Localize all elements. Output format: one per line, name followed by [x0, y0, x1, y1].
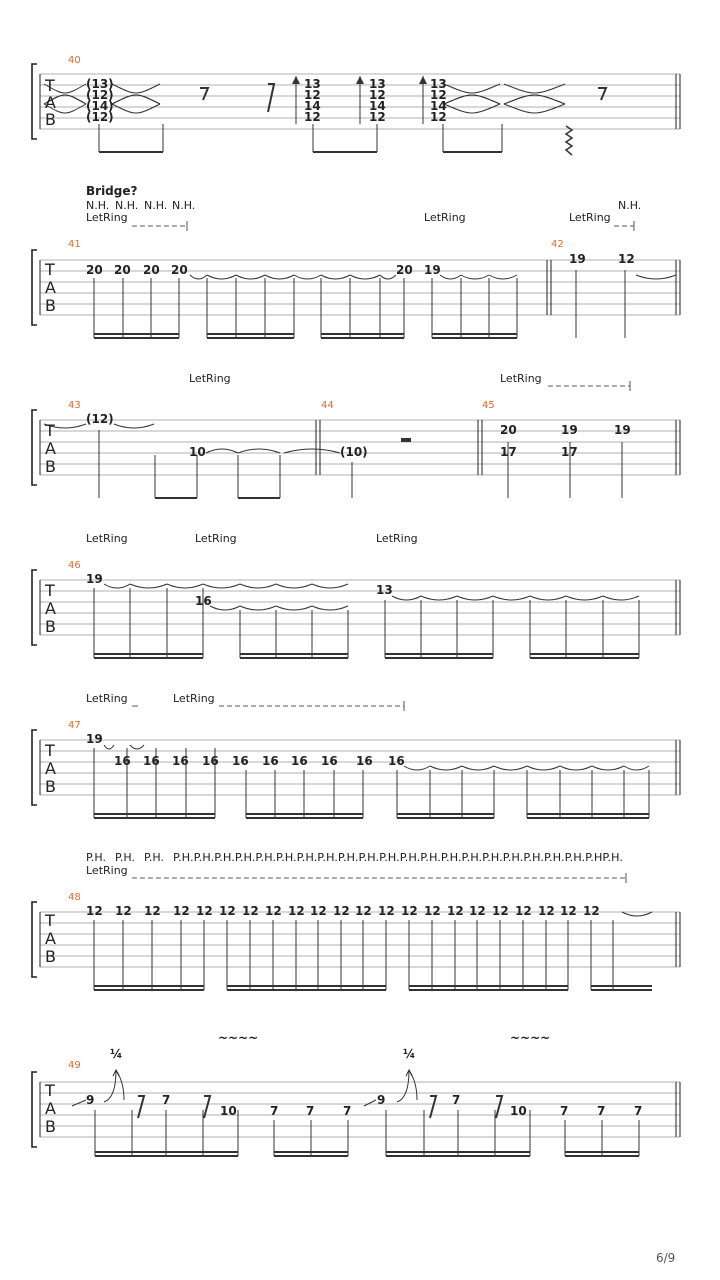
tie-arc	[104, 745, 114, 749]
fret-number: 12	[369, 88, 386, 102]
beam	[527, 813, 649, 815]
beam	[591, 989, 652, 991]
fret-number: 16	[172, 754, 189, 768]
tie-arc	[603, 596, 639, 600]
annotation-nh: N.H.	[115, 199, 139, 212]
tab-label-t: T	[45, 581, 55, 600]
beam	[94, 813, 215, 815]
tab-label-t: T	[45, 1081, 55, 1100]
beam	[409, 985, 568, 987]
system-bracket	[32, 250, 37, 325]
fret-number: 12	[430, 88, 447, 102]
beam	[227, 985, 386, 987]
fret-number: 12	[144, 904, 161, 918]
fret-number: 12	[560, 904, 577, 918]
tab-label-a: A	[45, 278, 56, 297]
annotation-letring: LetRing	[376, 532, 418, 545]
tab-label-t: T	[45, 741, 55, 760]
bend-quarter-label: ¼	[110, 1047, 123, 1061]
fret-number: 12	[583, 904, 600, 918]
tie-arc	[276, 584, 312, 588]
bend-curve	[444, 104, 500, 113]
tie-arc	[114, 424, 154, 428]
tie-arc	[622, 912, 652, 916]
tie-arc	[392, 596, 421, 600]
fret-number: 16	[291, 754, 308, 768]
tab-label-a: A	[45, 929, 56, 948]
beam	[313, 151, 377, 153]
rest-icon	[598, 88, 606, 100]
fret-number: 12	[447, 904, 464, 918]
fret-number: (10)	[340, 445, 368, 459]
fret-number: 16	[202, 754, 219, 768]
fret-number: 19	[86, 732, 103, 746]
tie-arc	[284, 449, 340, 453]
tie-arc	[566, 596, 603, 600]
annotation-nh: N.H.	[144, 199, 168, 212]
vibrato-mark: ~~~~	[218, 1031, 259, 1045]
annotation-nh: N.H.	[618, 199, 642, 212]
beam	[94, 817, 215, 819]
beam	[94, 653, 203, 655]
system-bracket	[32, 902, 37, 977]
bar-number-48: 48	[68, 892, 81, 903]
beam	[94, 333, 179, 335]
slide-line	[72, 1100, 86, 1106]
system-bracket	[32, 1072, 37, 1147]
tie-arc	[530, 596, 566, 600]
fret-number: 14	[304, 99, 321, 113]
fret-number: 12	[115, 904, 132, 918]
beam	[94, 657, 203, 659]
fret-number: 12	[219, 904, 236, 918]
fret-number: 7	[560, 1104, 569, 1118]
system-bracket	[32, 570, 37, 645]
tie-arc	[312, 606, 348, 610]
tie-arc	[294, 275, 321, 279]
tie-arc	[380, 275, 396, 279]
beam	[397, 813, 494, 815]
beam	[227, 989, 386, 991]
tab-label-t: T	[45, 911, 55, 930]
beam	[432, 337, 517, 339]
tie-arc	[494, 766, 527, 770]
fret-number: 17	[561, 445, 578, 459]
beam	[207, 333, 294, 335]
system-bracket	[32, 410, 37, 485]
bar-number-44: 44	[321, 400, 334, 411]
tie-arc	[493, 596, 530, 600]
fret-number: 12	[378, 904, 395, 918]
fret-number: 16	[114, 754, 131, 768]
tie-arc	[210, 606, 240, 610]
beam	[240, 657, 348, 659]
bar-number-40: 40	[68, 55, 81, 66]
tie-arc	[190, 275, 207, 279]
fret-number: 16	[321, 754, 338, 768]
annotation-letring: LetRing	[173, 692, 215, 705]
tab-label-b: B	[45, 296, 56, 315]
tie-arc	[489, 275, 517, 279]
fret-number: 20	[500, 423, 517, 437]
beam	[94, 337, 179, 339]
tab-label-a: A	[45, 1099, 56, 1118]
tie-arc	[206, 449, 238, 453]
beam	[530, 653, 639, 655]
arrow-up-icon	[292, 76, 300, 84]
annotation-letring: LetRing	[569, 211, 611, 224]
tab-label-t: T	[45, 76, 55, 95]
tie-arc	[560, 766, 592, 770]
tie-arc	[167, 584, 203, 588]
beam	[565, 1155, 639, 1157]
bar-number-45: 45	[482, 400, 495, 411]
fret-number: (13)	[86, 77, 114, 91]
bar-number-47: 47	[68, 720, 81, 731]
fret-number: 9	[377, 1093, 386, 1107]
fret-number: 12	[304, 88, 321, 102]
beam	[321, 337, 404, 339]
beam	[432, 333, 517, 335]
tie-arc	[527, 766, 560, 770]
annotation-letring: LetRing	[86, 532, 128, 545]
fret-number: 7	[306, 1104, 315, 1118]
tremolo-icon	[566, 126, 572, 155]
beam	[385, 657, 493, 659]
fret-number: 7	[270, 1104, 279, 1118]
fret-number: 13	[430, 77, 447, 91]
fret-number: 16	[232, 754, 249, 768]
vibrato-mark: ~~~~	[510, 1031, 551, 1045]
annotation-ph: P.H.	[144, 851, 164, 864]
fret-number: 14	[369, 99, 386, 113]
fret-number: 12	[196, 904, 213, 918]
arrow-up-icon	[419, 76, 427, 84]
tab-label-b: B	[45, 457, 56, 476]
release-curve	[116, 1070, 124, 1100]
fret-number: 13	[369, 77, 386, 91]
tie-arc	[276, 606, 312, 610]
tab-label-a: A	[45, 439, 56, 458]
tab-label-b: B	[45, 110, 56, 129]
beam	[443, 151, 502, 153]
tie-arc	[421, 596, 457, 600]
tab-label-a: A	[45, 599, 56, 618]
tab-label-a: A	[45, 93, 56, 112]
bar-number-49: 49	[68, 1060, 81, 1071]
fret-number: 19	[561, 423, 578, 437]
fret-number: 12	[424, 904, 441, 918]
fret-number: (12)	[86, 88, 114, 102]
annotation-nh: N.H.	[86, 199, 110, 212]
beam	[321, 333, 404, 335]
annotation-letring: LetRing	[189, 372, 231, 385]
fret-number: 19	[424, 263, 441, 277]
beam	[246, 813, 363, 815]
bar-number-46: 46	[68, 560, 81, 571]
fret-number: 20	[143, 263, 160, 277]
beam	[99, 151, 163, 153]
tab-label-b: B	[45, 947, 56, 966]
beam	[94, 985, 204, 987]
beam	[246, 817, 363, 819]
section-label: Bridge?	[86, 184, 138, 198]
beam	[591, 985, 652, 987]
fret-number: 9	[86, 1093, 95, 1107]
fret-number: 10	[510, 1104, 527, 1118]
bend-curve	[104, 1070, 116, 1102]
page-number: 6/9	[656, 1251, 676, 1265]
fret-number: 13	[304, 77, 321, 91]
tie-arc	[457, 596, 493, 600]
tie-arc	[104, 584, 130, 588]
fret-number: 12	[288, 904, 305, 918]
fret-number: 12	[618, 252, 635, 266]
fret-number: 19	[614, 423, 631, 437]
tie-arc	[265, 275, 294, 279]
tie-arc	[240, 584, 276, 588]
tie-arc	[207, 275, 236, 279]
rest-icon	[200, 88, 208, 100]
fret-number: 12	[515, 904, 532, 918]
fret-number: 19	[86, 572, 103, 586]
fret-number: 7	[162, 1093, 171, 1107]
fret-number: 16	[388, 754, 405, 768]
beam	[95, 1155, 238, 1157]
bend-curve	[397, 1070, 409, 1102]
fret-number: 16	[356, 754, 373, 768]
beam	[386, 1155, 530, 1157]
beam	[240, 653, 348, 655]
fret-number: 12	[304, 110, 321, 124]
tab-label-t: T	[45, 421, 55, 440]
beam	[155, 497, 197, 499]
fret-number: (12)	[86, 412, 114, 426]
tie-arc	[236, 275, 265, 279]
tab-label-b: B	[45, 777, 56, 796]
fret-number: (14)	[86, 99, 114, 113]
bar-number-42: 42	[551, 239, 564, 250]
fret-number: 12	[369, 110, 386, 124]
fret-number: 12	[86, 904, 103, 918]
tie-arc	[624, 766, 649, 770]
fret-number: 12	[173, 904, 190, 918]
tie-arc	[130, 745, 144, 749]
tie-arc	[238, 449, 280, 453]
annotation-letring: LetRing	[195, 532, 237, 545]
rest-icon	[401, 438, 411, 442]
system-bracket	[32, 64, 37, 139]
beam	[397, 817, 494, 819]
release-curve	[409, 1070, 417, 1100]
fret-number: 20	[86, 263, 103, 277]
fret-number: 20	[171, 263, 188, 277]
fret-number: 7	[343, 1104, 352, 1118]
fret-number: 10	[220, 1104, 237, 1118]
tie-arc	[404, 766, 430, 770]
fret-number: 20	[396, 263, 413, 277]
beam	[565, 1151, 639, 1153]
beam	[274, 1155, 348, 1157]
fret-number: 19	[569, 252, 586, 266]
beam	[530, 657, 639, 659]
annotation-letring: LetRing	[500, 372, 542, 385]
tab-label-a: A	[45, 759, 56, 778]
tie-arc	[462, 766, 494, 770]
beam	[238, 497, 280, 499]
beam	[95, 1151, 238, 1153]
fret-number: 12	[538, 904, 555, 918]
fret-number: 16	[262, 754, 279, 768]
fret-number: 12	[355, 904, 372, 918]
annotation-letring: LetRing	[86, 864, 128, 877]
beam	[527, 817, 649, 819]
fret-number: 14	[430, 99, 447, 113]
tab-label-b: B	[45, 1117, 56, 1136]
fret-number: 10	[189, 445, 206, 459]
tie-arc	[636, 275, 676, 279]
beam	[274, 1151, 348, 1153]
fret-number: 12	[469, 904, 486, 918]
tie-arc	[321, 275, 350, 279]
system-bracket	[32, 730, 37, 805]
fret-number: 12	[430, 110, 447, 124]
tie-arc	[240, 606, 276, 610]
bar-number-41: 41	[68, 239, 81, 250]
annotation-ph-run: P.H.P.H.P.H.P.H.P.H.P.H.P.H.P.H.P.H.P.H.P.H.P.H.P.H.P.H.P.H.P.H.P.H.P.H.P.H.P.H.P.HP.H.	[173, 851, 623, 864]
annotation-nh: N.H.	[172, 199, 196, 212]
fret-number: 16	[143, 754, 160, 768]
fret-number: 12	[242, 904, 259, 918]
tie-arc	[440, 275, 461, 279]
fret-number: 12	[333, 904, 350, 918]
annotation-letring: LetRing	[86, 692, 128, 705]
beam	[385, 653, 493, 655]
tab-label-t: T	[45, 260, 55, 279]
fret-number: 7	[597, 1104, 606, 1118]
annotation-letring: LetRing	[86, 211, 128, 224]
annotation-letring: LetRing	[424, 211, 466, 224]
fret-number: 16	[195, 594, 212, 608]
bend-quarter-label: ¼	[403, 1047, 416, 1061]
tie-arc	[461, 275, 489, 279]
annotation-ph: P.H.	[86, 851, 106, 864]
annotation-ph: P.H.	[115, 851, 135, 864]
rest-icon	[268, 84, 274, 112]
beam	[207, 337, 294, 339]
beam	[409, 989, 568, 991]
beam	[386, 1151, 530, 1153]
fret-number: 7	[634, 1104, 643, 1118]
beam	[94, 989, 204, 991]
tie-arc	[430, 766, 462, 770]
tie-arc	[312, 584, 348, 588]
arrow-up-icon	[356, 76, 364, 84]
fret-number: 17	[500, 445, 517, 459]
bend-curve	[504, 104, 565, 113]
tab-label-b: B	[45, 617, 56, 636]
fret-number: (12)	[86, 110, 114, 124]
fret-number: 12	[492, 904, 509, 918]
tie-arc	[592, 766, 624, 770]
tie-arc	[350, 275, 380, 279]
tie-arc	[203, 584, 240, 588]
bar-number-43: 43	[68, 400, 81, 411]
fret-number: 12	[401, 904, 418, 918]
fret-number: 7	[452, 1093, 461, 1107]
fret-number: 20	[114, 263, 131, 277]
bend-curve	[112, 104, 160, 113]
fret-number: 13	[376, 583, 393, 597]
fret-number: 12	[310, 904, 327, 918]
slide-line	[364, 1100, 376, 1106]
fret-number: 12	[265, 904, 282, 918]
tie-arc	[130, 584, 167, 588]
